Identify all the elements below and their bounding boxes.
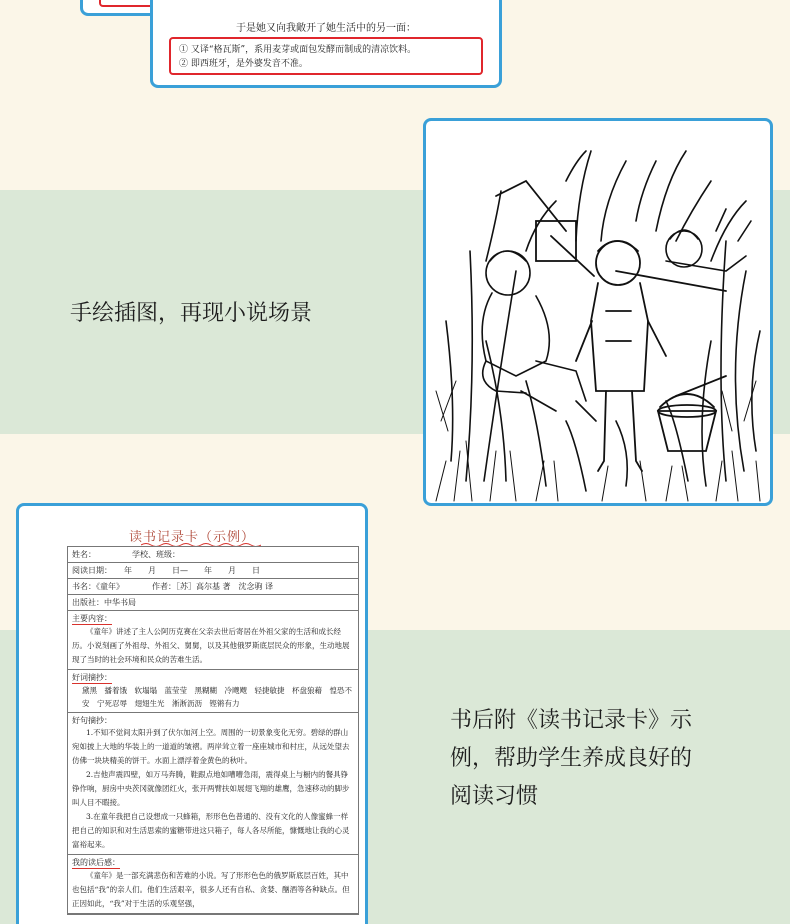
sentence-1: 1.不知不觉间太阳升到了伏尔加河上空。周围的一切景象变化无穷。碧绿的群山宛如披上大地的华装上的一道道的皱褶。两岸耸立着一座座城市和村庄，从远处望去仿佛一块块精美的饼干。水面上漂浮着金黄色的秋叶。 [72,728,350,765]
reading-card-caption [450,702,740,816]
record-form [67,546,359,915]
feeling-text: 《童年》是一部充满悲伤和苦难的小说。写了形形色色的俄罗斯底层百姓，其中也包括“我”的亲人们。他们生活艰辛，很多人还有自私、贪婪、酗酒等各种缺点。但正因如此，“我”对于生活的乐观坚强， [72,871,350,908]
footnote-1: ① 又译“格瓦斯”，系用麦芽或面包发酵而制成的清凉饮料。 [179,45,417,55]
hand-drawn-illustration [426,121,770,503]
words-label: 好词摘抄： [72,673,112,682]
sentence-3: 3.在童年我把自己设想成一只蜂箱，形形色色普通的、没有文化的人像蜜蜂一样把自己的知识和对生活思索的蜜糖带进这只箱子，每人各尽所能，慷慨地让我的心灵富裕起来。 [72,812,350,849]
words-section [68,670,358,713]
words-list: 黛黑 播着饿 软塌塌 蓝莹莹 黑糊糊 冷飕飕 轻捷敏捷 杯盘狼藉 惶恐不安 宁死忍辱 翅翅生光 淅淅沥沥 铿锵有力 [82,686,352,708]
summary-label: 主要内容： [72,614,112,623]
feeling-label: 我的读后感： [72,858,120,867]
body-sentence: 于是她又向我敞开了她生活中的另一面： [236,23,416,34]
publisher-row: 出版社：中华书局 [68,595,358,611]
sentences-label: 好句摘抄： [72,716,112,725]
summary-text: 《童年》讲述了主人公阿历克赛在父亲去世后寄居在外祖父家的生活和成长经历。小说刻画了外祖母、外祖父、舅舅，以及其他俄罗斯底层民众的形象，生动地展现了当时的社会环境和民众的苦难生活。 [72,627,350,664]
reading-card-title: 读书记录卡（示例） [128,530,255,545]
feeling-section [68,855,358,914]
book-row: 书名：《童年》 作者：［苏］高尔基 著 沈念驹 译 [68,579,358,595]
sentences-section [68,713,358,855]
footnote-box [169,37,483,75]
reading-record-card [16,503,368,924]
summary-section [68,611,358,670]
footnote-2: ② 即西班牙，是外婆发音不准。 [179,59,308,69]
caption-line-3: 阅读习惯 [450,784,539,809]
name-row: 姓名： 学校、班级： [68,547,358,563]
caption-line-1: 书后附《读书记录卡》示 [450,708,693,733]
illustration-caption: 手绘插图，再现小说场景 [70,301,313,326]
date-row: 阅读日期： 年 月 日— 年 月 日 [68,563,358,579]
illustration-card [423,118,773,506]
caption-line-2: 例，帮助学生养成良好的 [450,746,693,771]
sentence-2: 2.吉他声震四壁，如万马奔腾，鞋跟点地如嘈嘈急雨，震得桌上与橱内的餐具铮铮作响，厨房中央茨冈就像团红火，张开两臂扶如展翅飞翔的雄鹰，急速移动的脚步叫人目不暇接。 [72,770,350,807]
book-page-card [150,0,502,88]
